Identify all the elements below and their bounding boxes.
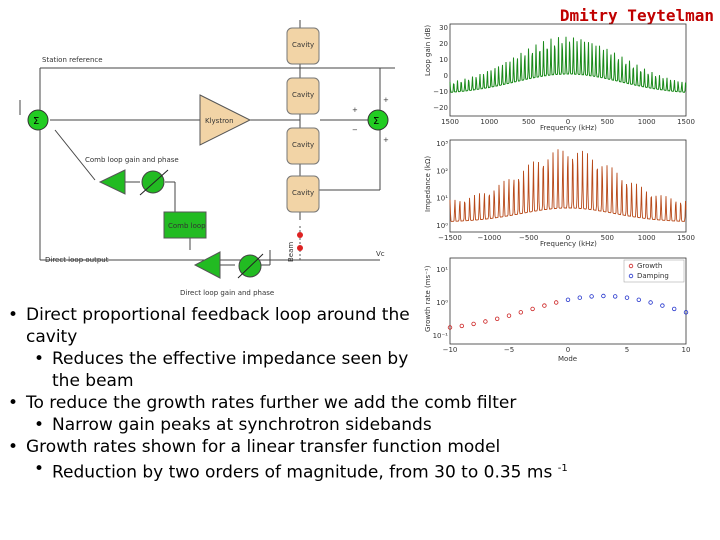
- loop-gain-xlabel: Frequency (kHz): [540, 124, 597, 132]
- growth-rate-legend: [624, 260, 684, 282]
- impedance-xlabel: Frequency (kHz): [540, 240, 597, 248]
- svg-text:+: +: [383, 96, 389, 104]
- loop-gain-xtick-4: 500: [600, 118, 615, 126]
- bullet-list: [6, 304, 706, 484]
- svg-text:+: +: [352, 106, 358, 114]
- svg-text:Comb loop: Comb loop: [168, 222, 206, 230]
- svg-text:Σ: Σ: [373, 116, 380, 127]
- growth-ytick-2: 10⁻¹: [432, 332, 448, 340]
- legend-damping: Damping: [637, 272, 669, 280]
- comb-loop-gain-amplifier: [100, 170, 125, 194]
- legend-growth: Growth: [637, 262, 663, 270]
- comb-loop-filter: [164, 212, 206, 238]
- impedance-xtick-6: 1500: [677, 234, 695, 242]
- loop-gain-ytick-1: 20: [439, 40, 448, 48]
- growth-rate-point: [566, 298, 570, 302]
- left-summing-junction: [28, 110, 48, 130]
- direct-loop-gain-phase-label: Direct loop gain and phase: [180, 289, 275, 297]
- loop-gain-ytick-2: 10: [439, 56, 448, 64]
- beam-indicator: [287, 226, 303, 262]
- impedance-ylabel: Impedance (kΩ): [424, 155, 432, 212]
- loop-gain-xtick-0: 1500: [441, 118, 459, 126]
- impedance-ytick-0: 10³: [436, 140, 448, 148]
- bullet-reduction-two-orders: [6, 458, 706, 484]
- bullet-narrow-gain-peaks: • Narrow gain peaks at synchrotron sidebands: [6, 414, 706, 436]
- loop-gain-xtick-6: 1500: [677, 118, 695, 126]
- impedance-ytick-3: 10⁰: [436, 222, 448, 230]
- bullet-reduces-impedance: • Reduces the effective impedance seen by the beam: [6, 348, 432, 392]
- loop-gain-xtick-1: 1000: [480, 118, 499, 126]
- direct-loop-phase-shifter: [238, 254, 263, 278]
- impedance-xtick-2: −500: [519, 234, 539, 242]
- impedance-ytick-2: 10¹: [436, 194, 448, 203]
- growth-rate-point: [625, 296, 629, 300]
- growth-rate-point: [602, 294, 606, 298]
- comb-loop-phase-shifter: [140, 170, 168, 195]
- impedance-xtick-3: 0: [565, 234, 571, 242]
- growth-rate-point: [590, 295, 594, 299]
- comb-loop-gain-phase-label: Comb loop gain and phase: [85, 156, 179, 164]
- impedance-ytick-1: 10²: [436, 167, 448, 176]
- cavity-voltage-label: Vc: [376, 250, 385, 258]
- author-name: Dmitry Teytelman: [559, 6, 714, 25]
- reduction-text: Reduction by two orders of magnitude, from 30 to 0.35 ms: [52, 462, 553, 483]
- growth-rate-point: [637, 298, 641, 302]
- growth-ytick-0: 10¹: [436, 266, 448, 274]
- svg-text:Cavity: Cavity: [292, 189, 315, 197]
- svg-text:Σ: Σ: [33, 116, 40, 127]
- growth-xtick-4: 10: [681, 346, 691, 354]
- loop-gain-ylabel: Loop gain (dB): [424, 24, 432, 76]
- impedance-xtick-5: 1000: [637, 234, 656, 242]
- svg-text:Cavity: Cavity: [292, 91, 315, 99]
- direct-loop-gain-amplifier: [195, 252, 220, 278]
- growth-rate-xlabel: Mode: [558, 355, 578, 363]
- growth-rate-point: [613, 295, 617, 299]
- loop-gain-xtick-3: 0: [565, 118, 571, 126]
- svg-text:+: +: [383, 136, 389, 144]
- loop-gain-ytick-4: −10: [433, 88, 448, 96]
- svg-text:Klystron: Klystron: [205, 117, 234, 125]
- svg-text:−: −: [352, 126, 358, 134]
- loop-gain-ytick-0: 30: [439, 24, 448, 32]
- loop-gain-xtick-5: 1000: [637, 118, 656, 126]
- bullet-comb-filter: • To reduce the growth rates further we add the comb filter: [6, 392, 706, 414]
- bullet-growth-rates-model: • Growth rates shown for a linear transfer function model: [6, 436, 706, 458]
- reduction-unit-exponent: -1: [557, 463, 568, 474]
- growth-xtick-2: 0: [565, 346, 571, 354]
- bullet-direct-feedback: • Direct proportional feedback loop around the cavity: [6, 304, 426, 348]
- direct-loop-output-label: Direct loop output: [45, 256, 109, 264]
- growth-rate-ylabel: Growth rate (ms⁻¹): [424, 265, 432, 332]
- klystron-amplifier: [200, 95, 250, 145]
- impedance-plot: [420, 134, 700, 250]
- loop-gain-ytick-3: 0: [443, 72, 448, 80]
- svg-text:Cavity: Cavity: [292, 41, 315, 49]
- svg-text:Beam: Beam: [287, 241, 295, 262]
- impedance-xtick-4: 500: [600, 234, 615, 242]
- growth-ytick-1: 10⁰: [436, 299, 448, 307]
- growth-xtick-1: −5: [503, 346, 515, 354]
- growth-xtick-0: −10: [442, 346, 458, 354]
- growth-xtick-3: 5: [624, 346, 630, 354]
- station-reference-label: Station reference: [42, 56, 103, 64]
- loop-gain-xtick-2: 500: [521, 118, 536, 126]
- growth-rate-point: [578, 296, 582, 300]
- loop-gain-ytick-5: −20: [433, 104, 448, 112]
- impedance-xtick-1: −1000: [477, 234, 502, 242]
- loop-gain-plot: [420, 16, 700, 134]
- feedback-block-diagram: [0, 0, 420, 300]
- impedance-xtick-0: −1500: [438, 234, 462, 242]
- svg-text:Cavity: Cavity: [292, 141, 315, 149]
